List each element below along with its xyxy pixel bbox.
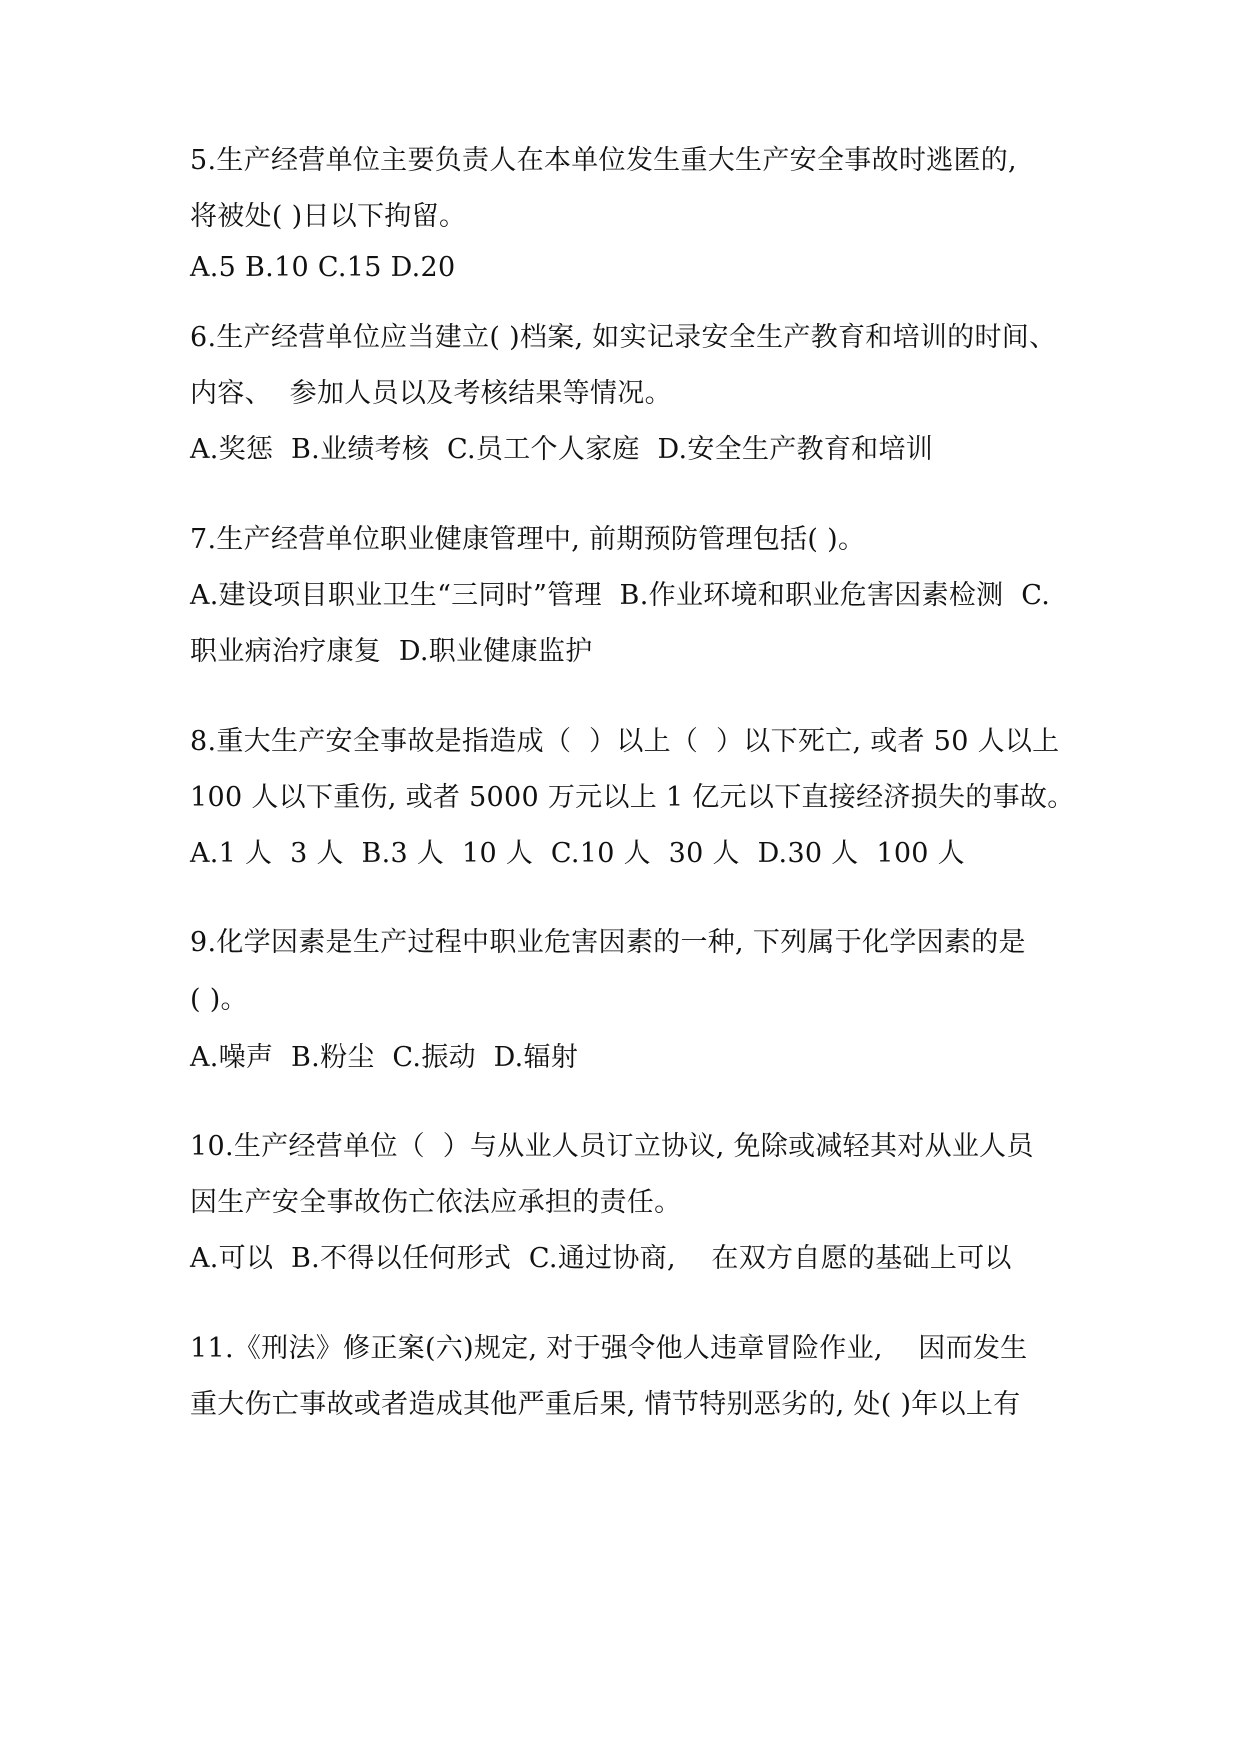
question-5-stem-line-2: 将被处( )日以下拘留。 xyxy=(190,201,467,232)
question-7-options-line-2: 职业病治疗康复 D.职业健康监护 xyxy=(190,636,593,667)
question-6-options: A.奖惩 B.业绩考核 C.员工个人家庭 D.安全生产教育和培训 xyxy=(190,434,934,465)
question-5-options: A.5 B.10 C.15 D.20 xyxy=(190,252,456,283)
question-9-stem-line-2: ( )。 xyxy=(190,984,248,1015)
question-5-stem-line-1: 5.生产经营单位主要负责人在本单位发生重大生产安全事故时逃匿的, xyxy=(190,145,1017,176)
question-11-stem-line-1: 11.《刑法》修正案(六)规定, 对于强令他人违章冒险作业, 因而发生 xyxy=(190,1333,1028,1364)
question-10-stem-line-2: 因生产安全事故伤亡依法应承担的责任。 xyxy=(190,1187,682,1218)
question-10-options: A.可以 B.不得以任何形式 C.通过协商, 在双方自愿的基础上可以 xyxy=(190,1243,1012,1274)
question-8-stem-line-2: 100 人以下重伤, 或者 5000 万元以上 1 亿元以下直接经济损失的事故。 xyxy=(190,782,1075,813)
question-10-stem-line-1: 10.生产经营单位（ ）与从业人员订立协议, 免除或减轻其对从业人员 xyxy=(190,1131,1034,1162)
question-9-stem-line-1: 9.化学因素是生产过程中职业危害因素的一种, 下列属于化学因素的是 xyxy=(190,927,1026,958)
question-6-stem-line-1: 6.生产经营单位应当建立( )档案, 如实记录安全生产教育和培训的时间、 xyxy=(190,322,1057,353)
question-7-stem-line-1: 7.生产经营单位职业健康管理中, 前期预防管理包括( )。 xyxy=(190,524,866,555)
question-8-stem-line-1: 8.重大生产安全事故是指造成（ ）以上（ ）以下死亡, 或者 50 人以上 xyxy=(190,726,1060,757)
question-6-stem-line-2: 内容、 参加人员以及考核结果等情况。 xyxy=(190,378,672,409)
question-8-options: A.1 人 3 人 B.3 人 10 人 C.10 人 30 人 D.30 人 100 人 xyxy=(190,838,965,869)
question-7-options-line-1: A.建设项目职业卫生“三同时”管理 B.作业环境和职业危害因素检测 C. xyxy=(190,580,1051,611)
question-9-options: A.噪声 B.粉尘 C.振动 D.辐射 xyxy=(190,1042,579,1073)
question-11-stem-line-2: 重大伤亡事故或者造成其他严重后果, 情节特别恶劣的, 处( )年以上有 xyxy=(190,1389,1021,1420)
